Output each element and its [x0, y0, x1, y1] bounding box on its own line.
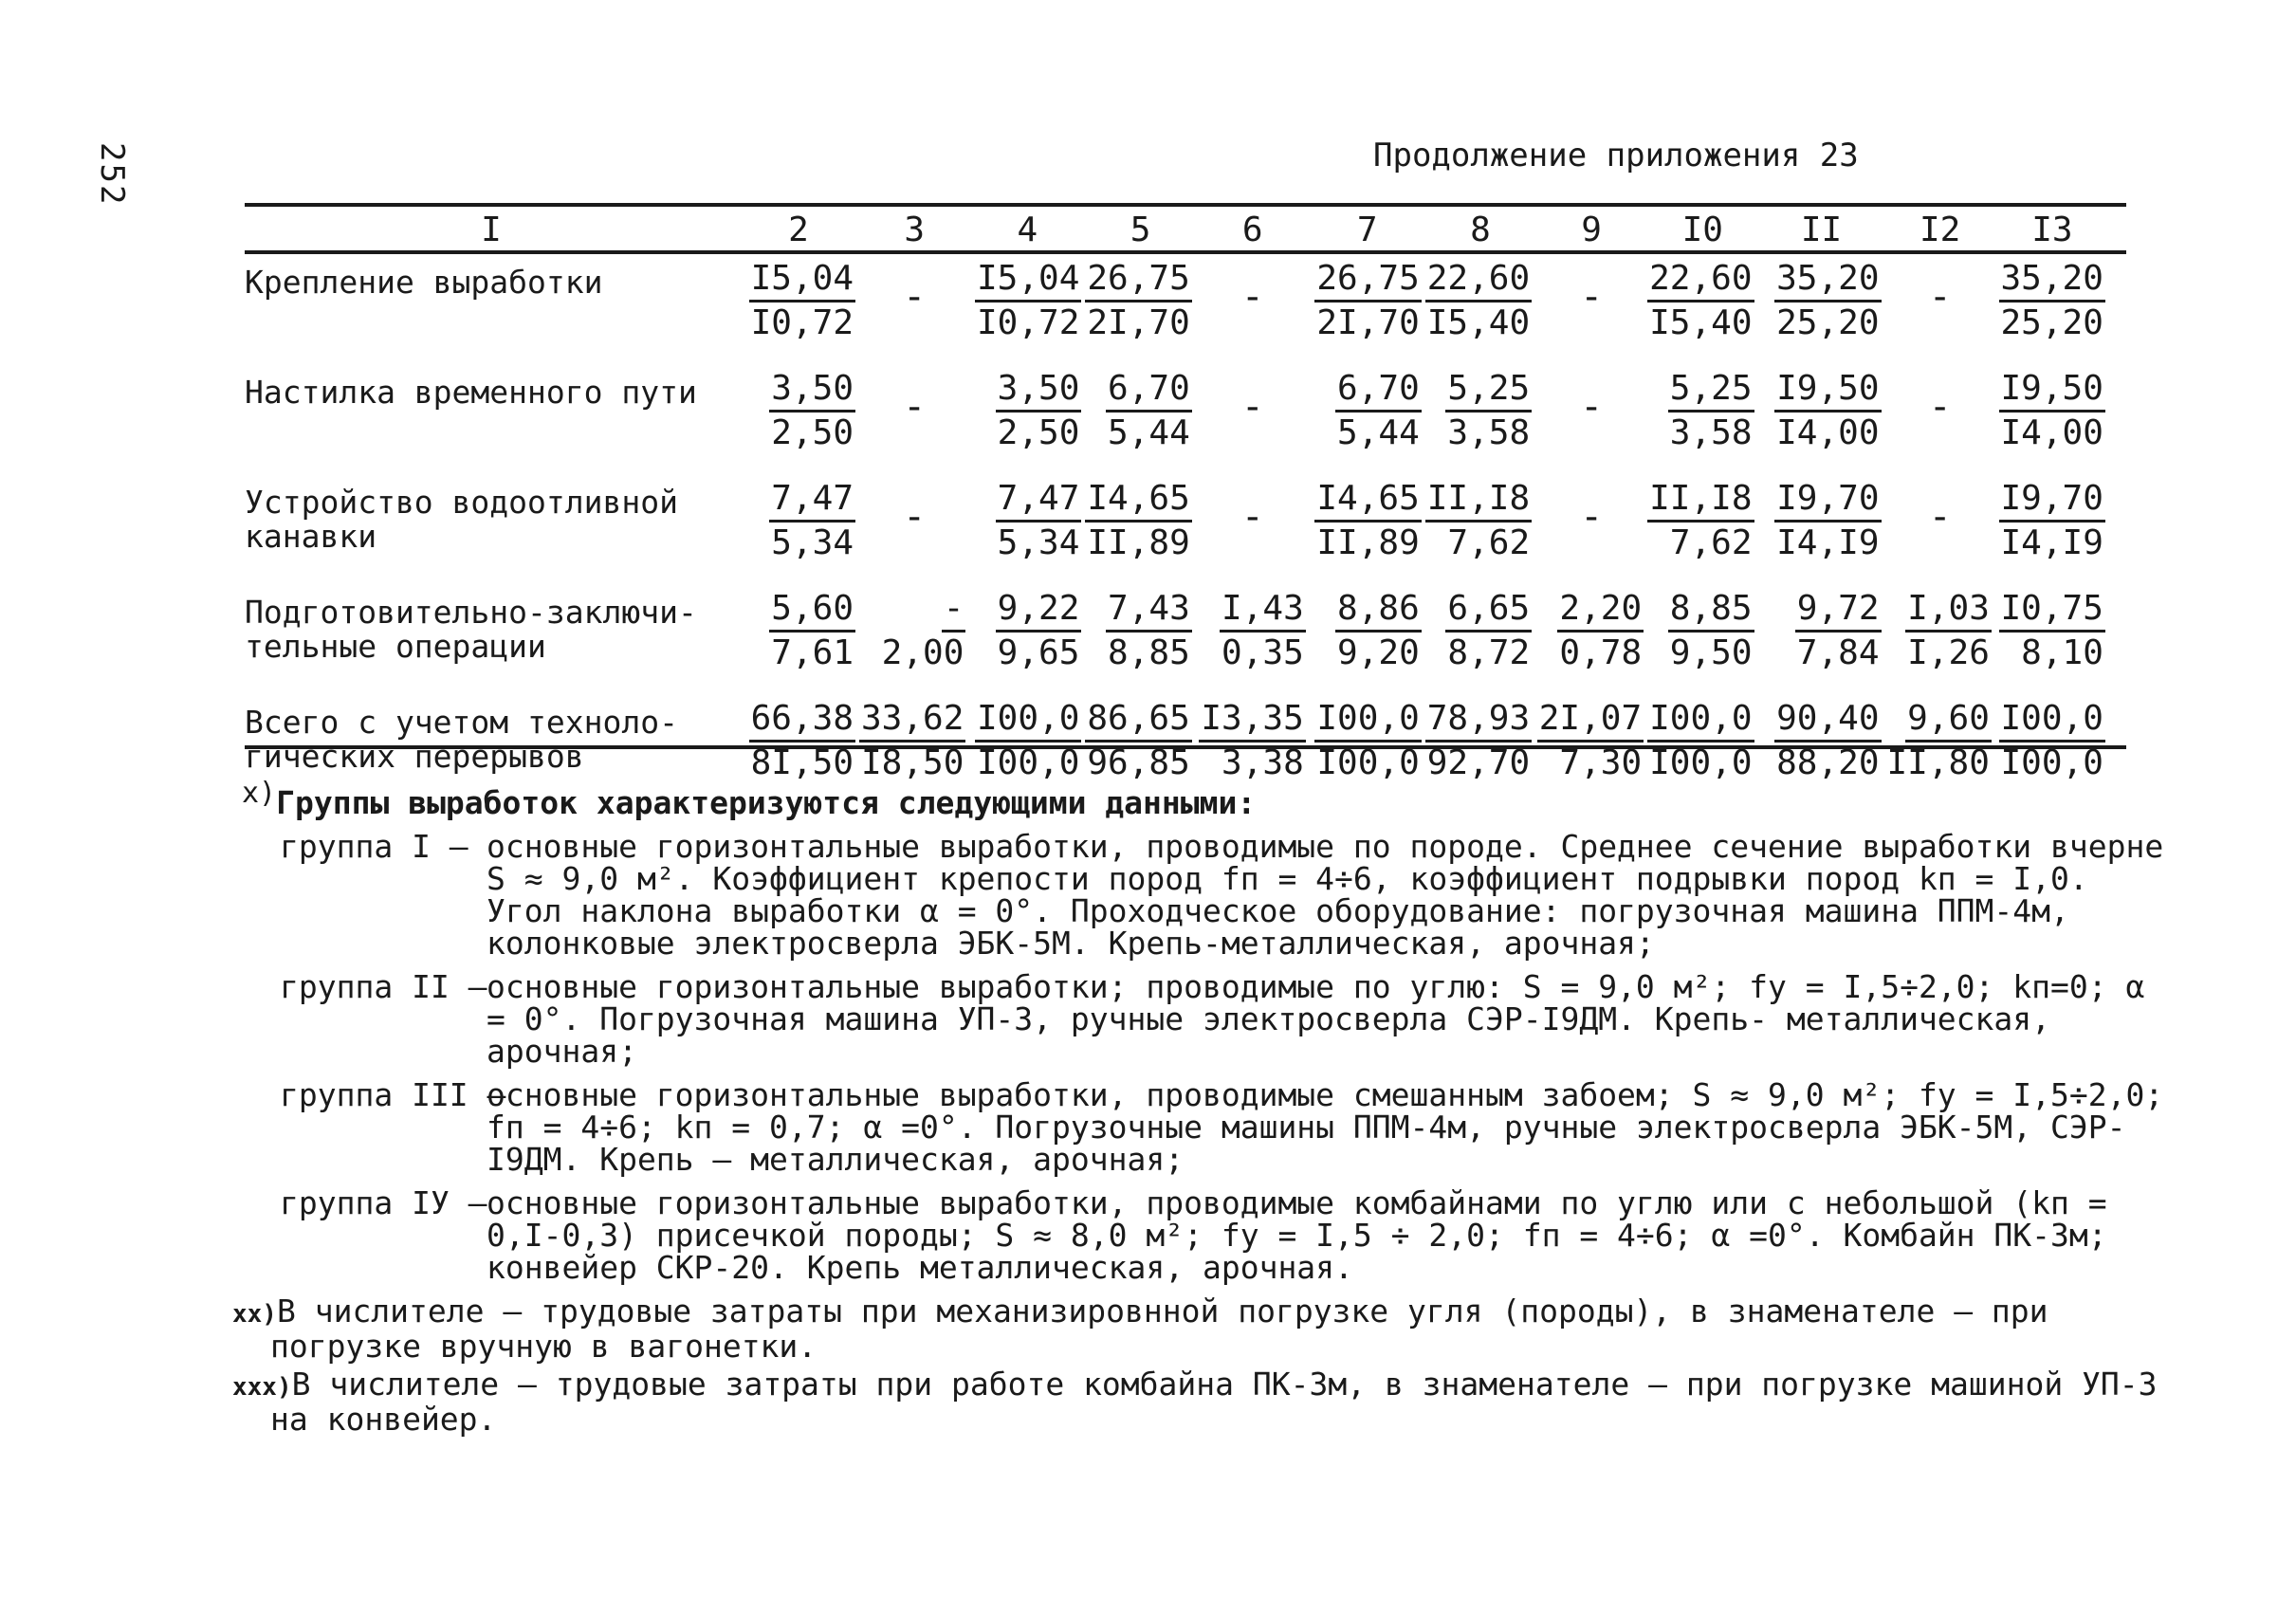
numerator: I9,50 [1999, 370, 2105, 413]
row-label: Подготовительно-заключи- тельные операции [245, 594, 697, 665]
fraction-value [1425, 470, 1535, 562]
denominator: 0,35 [1221, 633, 1304, 672]
numerator: I5,04 [749, 260, 855, 303]
table-row [245, 580, 2109, 690]
empty-dash: - [1928, 495, 1952, 539]
fraction-value [1995, 360, 2109, 452]
group-description [280, 1076, 2177, 1178]
column-header-12: I2 [1919, 210, 1961, 249]
empty-dash: - [1240, 495, 1264, 539]
fraction-value [1647, 690, 1757, 782]
fraction-value [1535, 580, 1647, 672]
fraction-value [1310, 250, 1425, 342]
group-text: основные горизонтальные выработки; проводимые по углю: S = 9,0 м²; fy = I,5÷2,0; kп=0; α = 0°. Погрузочная машина УП-3, ручные электросверла СЭР-I9ДМ. Крепь- металлическая, арочная; [487, 968, 2145, 1070]
denominator: I00,0 [1649, 743, 1753, 782]
column-header-2: 2 [788, 210, 809, 249]
table-cell [1758, 580, 1885, 690]
group-label: группа IУ – [280, 1184, 487, 1221]
footnote-mark-x: x) [242, 777, 277, 810]
denominator: I4,I9 [2000, 523, 2103, 562]
footnote-text: В числителе – трудовые затраты при механизировнной погрузке угля (породы), в знаменателе – при погрузке вручную в вагонетки. [270, 1293, 2048, 1365]
table-body [245, 250, 2109, 800]
group-list [242, 828, 2177, 1286]
fraction-value [969, 360, 1085, 452]
fraction-value [1758, 470, 1885, 562]
fraction-value [1758, 360, 1885, 452]
fraction-value [859, 580, 969, 672]
numerator: I4,65 [1085, 480, 1191, 523]
page-number: 252 [93, 142, 131, 207]
footnote-list [232, 1293, 2177, 1438]
table-cell [969, 580, 1085, 690]
column-header-13: I3 [2031, 210, 2073, 249]
numerator: 86,65 [1085, 700, 1191, 743]
denominator: II,89 [1316, 523, 1420, 562]
table-bottom-rule [245, 745, 2126, 749]
table-cell [1885, 360, 1995, 470]
table-row [245, 470, 2109, 580]
fraction-value [1758, 250, 1885, 342]
empty-dash: - [903, 495, 927, 539]
column-header-5: 5 [1130, 210, 1151, 249]
denominator: II,89 [1087, 523, 1190, 562]
denominator: 9,50 [1669, 633, 1753, 672]
column-header-8: 8 [1470, 210, 1491, 249]
numerator: 2I,07 [1537, 700, 1644, 743]
numerator: 7,47 [769, 480, 855, 523]
table-top-rule [245, 203, 2126, 207]
group-description [280, 968, 2177, 1070]
fraction-value [1758, 580, 1885, 672]
denominator: 3,58 [1669, 413, 1753, 452]
empty-dash: - [1580, 275, 1604, 319]
table-cell [1196, 360, 1310, 470]
denominator: 88,20 [1776, 743, 1880, 782]
numerator: 8,85 [1668, 590, 1754, 633]
table-cell [1196, 470, 1310, 580]
group-text: основные горизонтальные выработки, проводимые смешанным забоем; S ≈ 9,0 м²; fy = I,5÷2,0; fп = 4÷6; kп = 0,7; α =0°. Погрузочные машины ППМ-4м, ручные электросверла ЭБК-5М, СЭР-I9ДМ. Крепь – металлическая, арочная; [487, 1076, 2164, 1178]
denominator: 2I,70 [1087, 303, 1190, 342]
group-text: основные горизонтальные выработки, проводимые по породе. Среднее сечение выработки вчерне S ≈ 9,0 м². Коэффициент крепости пород fп = 4÷6, коэффициент подрывки пород kп = I,0. Угол наклона выработки α = 0°. Проходческое оборудование: погрузочная машина ППМ-4м, колонковые электросверла ЭБК-5М. Крепь-металлическая, арочная; [487, 828, 2164, 962]
numerator: II,I8 [1647, 480, 1754, 523]
fraction-value [969, 470, 1085, 562]
numerator: I00,0 [1314, 700, 1421, 743]
header-row [245, 209, 2109, 250]
denominator: I00,0 [977, 743, 1080, 782]
fraction-value [738, 690, 859, 782]
footnote [213, 1368, 2177, 1436]
column-header-9: 9 [1581, 210, 1602, 249]
numerator: 66,38 [749, 700, 855, 743]
table-cell [1425, 580, 1535, 690]
table-cell [1425, 360, 1535, 470]
group-label: группа I – [280, 828, 468, 865]
table-cell [1758, 250, 1885, 360]
denominator: I8,50 [861, 743, 964, 782]
numerator: 35,20 [1774, 260, 1881, 303]
denominator: 92,70 [1426, 743, 1531, 782]
denominator: 5,34 [771, 523, 854, 562]
empty-dash: - [1580, 495, 1604, 539]
denominator: 7,62 [1669, 523, 1753, 562]
denominator: I,26 [1907, 633, 1990, 672]
numerator: 7,43 [1106, 590, 1192, 633]
numerator: 5,25 [1668, 370, 1754, 413]
table-cell [1647, 360, 1757, 470]
fraction-value [1085, 580, 1195, 672]
denominator: 25,20 [1776, 303, 1880, 342]
table-cell [1647, 580, 1757, 690]
fraction-value [738, 360, 859, 452]
table-cell [859, 580, 969, 690]
numerator: I5,04 [975, 260, 1081, 303]
denominator: 5,44 [1337, 413, 1420, 452]
numerator: I4,65 [1314, 480, 1421, 523]
denominator: 2I,70 [1316, 303, 1420, 342]
table-cell [738, 250, 859, 360]
table-cell [1310, 580, 1425, 690]
numerator: 3,50 [996, 370, 1082, 413]
table-cell [1085, 360, 1195, 470]
denominator: I5,40 [1649, 303, 1753, 342]
table-cell [1535, 580, 1647, 690]
table-cell [1085, 470, 1195, 580]
denominator: 8I,50 [750, 743, 854, 782]
numerator: 26,75 [1085, 260, 1191, 303]
table-cell [1425, 250, 1535, 360]
numerator: 9,72 [1795, 590, 1882, 633]
fraction-value [1995, 690, 2109, 782]
table-cell [1647, 250, 1757, 360]
notes-heading [242, 778, 2177, 819]
table-cell [1995, 360, 2109, 470]
numerator: 26,75 [1314, 260, 1421, 303]
notes-section [232, 777, 2177, 1438]
fraction-value [1647, 470, 1757, 562]
denominator: 7,30 [1559, 743, 1643, 782]
continuation-title: Продолжение приложения 23 [1373, 137, 1859, 174]
numerator: 33,62 [859, 700, 965, 743]
numerator: I,03 [1905, 590, 1992, 633]
table-cell [1310, 250, 1425, 360]
table-cell [1310, 470, 1425, 580]
empty-dash: - [1240, 385, 1264, 429]
column-header-6: 6 [1241, 210, 1263, 249]
fraction-value [1647, 250, 1757, 342]
footnote [213, 1295, 2177, 1363]
column-header-4: 4 [1017, 210, 1038, 249]
denominator: I00,0 [1316, 743, 1420, 782]
denominator: 8,10 [2021, 633, 2103, 672]
numerator: I00,0 [975, 700, 1081, 743]
fraction-value [1647, 580, 1757, 672]
table-cell [738, 470, 859, 580]
denominator: 7,61 [771, 633, 854, 672]
numerator: 3,50 [769, 370, 855, 413]
table-cell [1196, 250, 1310, 360]
fraction-value [1310, 470, 1425, 562]
fraction-value [969, 250, 1085, 342]
fraction-value [1425, 250, 1535, 342]
table-cell [1085, 250, 1195, 360]
numerator: 90,40 [1774, 700, 1881, 743]
footnote-mark: xx) [232, 1300, 277, 1329]
fraction-value [1085, 250, 1195, 342]
table-cell [1885, 580, 1995, 690]
column-header-11: II [1800, 210, 1843, 249]
fraction-value [1310, 360, 1425, 452]
denominator: 5,44 [1108, 413, 1190, 452]
fraction-value [1196, 690, 1310, 782]
table-cell [1425, 470, 1535, 580]
table-cell [1085, 580, 1195, 690]
numerator: I9,70 [1774, 480, 1881, 523]
numerator: 6,70 [1106, 370, 1192, 413]
denominator: 2,50 [997, 413, 1080, 452]
fraction-value [1425, 690, 1535, 782]
footnote-text: В числителе – трудовые затраты при работе комбайна ПК-3м, в знаменателе – при погрузке машиной УП-3 на конвейер. [270, 1366, 2158, 1438]
numerator: I9,50 [1774, 370, 1881, 413]
denominator: 5,34 [997, 523, 1080, 562]
numerator: 6,65 [1445, 590, 1532, 633]
denominator: I0,72 [977, 303, 1080, 342]
numerator: I00,0 [1647, 700, 1754, 743]
table-cell [1885, 470, 1995, 580]
row-label: Крепление выработки [245, 264, 603, 301]
denominator: 8,85 [1108, 633, 1190, 672]
denominator: 3,38 [1221, 743, 1304, 782]
table-cell [1995, 470, 2109, 580]
numerator: 22,60 [1425, 260, 1532, 303]
empty-dash: - [903, 385, 927, 429]
notes-heading-text: Группы выработок характеризуются следующими данными: [276, 784, 1257, 821]
column-header-3: 3 [904, 210, 926, 249]
fraction-value [1085, 470, 1195, 562]
denominator: 7,62 [1447, 523, 1531, 562]
table-cell [738, 360, 859, 470]
table-cell [1535, 250, 1647, 360]
table-cell [969, 470, 1085, 580]
numerator: I3,35 [1199, 700, 1305, 743]
column-header-10: I0 [1681, 210, 1723, 249]
denominator: I4,00 [1776, 413, 1880, 452]
fraction-value [969, 580, 1085, 672]
fraction-value [1995, 580, 2109, 672]
numerator: 5,60 [769, 590, 855, 633]
empty-dash: - [1928, 275, 1952, 319]
numerator: II,I8 [1425, 480, 1532, 523]
numerator: 8,86 [1335, 590, 1422, 633]
numerator: 9,22 [996, 590, 1082, 633]
group-text: основные горизонтальные выработки, проводимые комбайнами по углю или с небольшой (kп = 0,I-0,3) присечкой породы; S ≈ 8,0 м²; fy = I,5 ÷ 2,0; fп = 4÷6; α =0°. Комбайн ПК-3м; конвейер СКР-20. Крепь металлическая, арочная. [487, 1184, 2107, 1286]
table-cell [1758, 360, 1885, 470]
fraction-value [969, 690, 1085, 782]
column-header-1: I [481, 210, 502, 249]
numerator: I0,75 [1999, 590, 2105, 633]
denominator: I4,00 [2000, 413, 2103, 452]
numerator: I9,70 [1999, 480, 2105, 523]
numerator: 6,70 [1335, 370, 1422, 413]
numerator: I,43 [1220, 590, 1306, 633]
fraction-value [1425, 580, 1535, 672]
numerator: 7,47 [996, 480, 1082, 523]
table-cell [859, 360, 969, 470]
fraction-value [1085, 360, 1195, 452]
denominator: 3,58 [1447, 413, 1531, 452]
labor-cost-table [245, 209, 2109, 800]
table-cell [1758, 470, 1885, 580]
fraction-value [1196, 580, 1310, 672]
group-label: группа II – [280, 968, 487, 1005]
row-label: Всего с учетом техноло- гических перерывов [245, 704, 678, 775]
fraction-value [1310, 580, 1425, 672]
fraction-value [1647, 360, 1757, 452]
fraction-value [1310, 690, 1425, 782]
numerator: 5,25 [1445, 370, 1532, 413]
table-row [245, 250, 2109, 360]
empty-dash: - [903, 275, 927, 319]
denominator: 7,84 [1796, 633, 1880, 672]
fraction-value [738, 470, 859, 562]
fraction-value [859, 690, 969, 782]
table-cell [1310, 360, 1425, 470]
fraction-value [1535, 690, 1647, 782]
group-description [280, 1184, 2177, 1286]
empty-dash: - [1240, 275, 1264, 319]
column-header-7: 7 [1356, 210, 1378, 249]
denominator: I0,72 [750, 303, 854, 342]
table-cell [738, 580, 859, 690]
table-cell [1196, 580, 1310, 690]
denominator: II,80 [1886, 743, 1990, 782]
fraction-value [1995, 250, 2109, 342]
denominator: 2,00 [881, 633, 964, 672]
group-description [280, 828, 2177, 962]
row-label: Настилка временного пути [245, 374, 697, 411]
table-cell [1995, 580, 2109, 690]
table-cell [1535, 360, 1647, 470]
table-cell [859, 250, 969, 360]
table-cell [969, 360, 1085, 470]
table-header-rule [245, 250, 2126, 254]
table-cell [969, 250, 1085, 360]
denominator: 9,65 [997, 633, 1080, 672]
table-cell [859, 470, 969, 580]
table-row [245, 360, 2109, 470]
denominator: 96,85 [1087, 743, 1190, 782]
fraction-value [1758, 690, 1885, 782]
table-cell [1535, 470, 1647, 580]
row-label: Устройство водоотливной канавки [245, 484, 678, 555]
denominator: I5,40 [1426, 303, 1531, 342]
empty-dash: - [1928, 385, 1952, 429]
empty-dash: - [1580, 385, 1604, 429]
fraction-value [738, 250, 859, 342]
denominator: 0,78 [1559, 633, 1643, 672]
fraction-value [1425, 360, 1535, 452]
denominator: 25,20 [2000, 303, 2103, 342]
fraction-value [1995, 470, 2109, 562]
table-cell [1885, 250, 1995, 360]
denominator: I4,I9 [1776, 523, 1880, 562]
table-cell [1995, 250, 2109, 360]
denominator: 9,20 [1337, 633, 1420, 672]
numerator: 2,20 [1557, 590, 1644, 633]
numerator: 35,20 [1999, 260, 2105, 303]
fraction-value [738, 580, 859, 672]
table-cell [1647, 470, 1757, 580]
numerator: 9,60 [1905, 700, 1992, 743]
numerator: - [942, 590, 966, 633]
numerator: I00,0 [1999, 700, 2105, 743]
denominator: 2,50 [771, 413, 854, 452]
denominator: 8,72 [1447, 633, 1531, 672]
group-label: группа III – [280, 1076, 506, 1113]
footnote-mark: xxx) [232, 1373, 292, 1402]
numerator: 78,93 [1425, 700, 1532, 743]
fraction-value [1085, 690, 1195, 782]
fraction-value [1885, 690, 1995, 782]
numerator: 22,60 [1647, 260, 1754, 303]
denominator: I00,0 [2000, 743, 2103, 782]
fraction-value [1885, 580, 1995, 672]
